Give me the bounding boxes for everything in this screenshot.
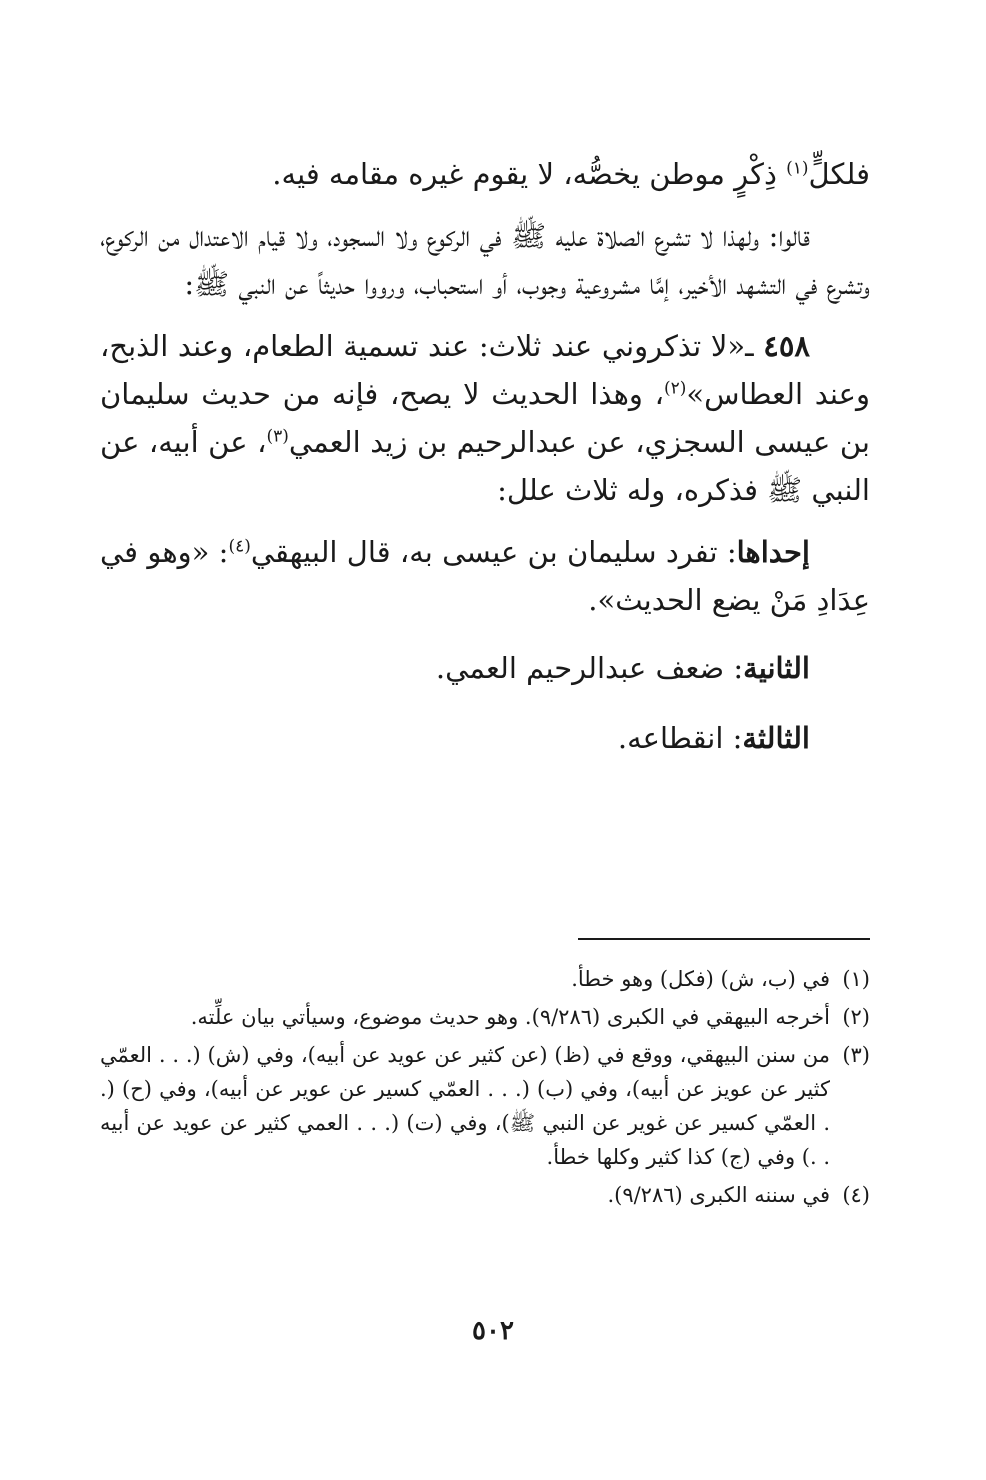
footnote-text: أخرجه البيهقي في الكبرى (٩/٢٨٦). وهو حديث موضوع، وسيأتي بيان علِّته.: [190, 1005, 830, 1029]
paragraph-2: [100, 212, 870, 308]
footnote-number: (٤): [842, 1183, 870, 1207]
main-text: [100, 150, 870, 776]
paragraph-hadith-458: [100, 322, 870, 514]
p4-text-b: : «وهو في عِدَادِ مَنْ يضع الحديث».: [100, 535, 870, 617]
footnote-number: (٢): [842, 1005, 870, 1029]
footnote-ref-2[interactable]: (٢): [663, 378, 687, 399]
paragraph-1: [100, 150, 870, 198]
p3-text-b: ، وهذا الحديث لا يصح، فإنه من حديث سليمان بن عيسى السجزي، عن عبدالرحيم بن زيد العمي: [100, 377, 871, 459]
footnote-number: (٣): [842, 1043, 870, 1067]
paragraph-third-defect: [100, 714, 870, 762]
footnote-text: في سننه الكبرى (٩/٢٨٦).: [607, 1183, 830, 1207]
footnotes-section: [100, 938, 870, 1216]
footnote-ref-3[interactable]: (٣): [266, 426, 289, 447]
footnote-4: [100, 1178, 870, 1212]
hadith-number: ٤٥٨: [763, 329, 810, 363]
footnote-3: [100, 1038, 870, 1174]
paragraph-second-defect: [100, 644, 870, 692]
footnote-ref-4[interactable]: (٤): [228, 536, 251, 557]
paragraph-first-defect: [100, 528, 870, 624]
p2-text: قالوا: ولهذا لا تشرع الصلاة عليه ﷺ في الركوع ولا السجود، ولا قيام الاعتدال من الركوع، وتشرع في التشهد الأخير، إمَّا مشروعية وجوب، أو استحباب، ورووا حديثاً عن النبي ﷺ:: [100, 219, 870, 301]
first-defect-label: إحداها: [736, 535, 810, 569]
footnote-divider: [578, 938, 870, 940]
footnote-1: [100, 962, 870, 996]
p1-text-b: ذِكْرٍ موطن يخصُّه، لا يقوم غيره مقامه فيه.: [272, 157, 787, 191]
p1-text-a: فلكلٍّ: [808, 157, 870, 191]
p3-text-c: ، عن أبيه، عن النبي ﷺ فذكره، وله ثلاث علل:: [100, 425, 870, 507]
third-defect-label: الثالثة: [742, 721, 810, 755]
p5-text: : ضعف عبدالرحيم العمي.: [435, 651, 744, 685]
p6-text: : انقطاعه.: [617, 721, 743, 755]
footnote-2: [100, 1000, 870, 1034]
p4-text-a: : تفرد سليمان بن عيسى به، قال البيهقي: [250, 535, 737, 569]
footnote-text: في (ب، ش) (فكل) وهو خطأ.: [571, 967, 830, 991]
second-defect-label: الثانية: [743, 651, 810, 685]
page-number: ٥٠٢: [472, 1316, 514, 1346]
p3-text-a: ـ«لا تذكروني عند ثلاث: عند تسمية الطعام، وعند الذبح، وعند العطاس»: [100, 329, 870, 411]
footnote-text: من سنن البيهقي، ووقع في (ظ) (عن كثير عن عويد عن أبيه)، وفي (ش) (. . . العمّي كثير عن عويز عن أبيه)، وفي (ب) (. . . العمّي كسير عن عوير عن أبيه)، وفي (ح) (. . العمّي كسير عن غوير عن النبي ﷺ)، وفي (ت) (. . . العمي كثير عن عويد عن أبيه . .) وفي (ج) كذا كثير وكلها خطأ.: [100, 1043, 830, 1169]
footnote-ref-1[interactable]: (١): [786, 158, 809, 179]
footnote-number: (١): [842, 967, 870, 991]
